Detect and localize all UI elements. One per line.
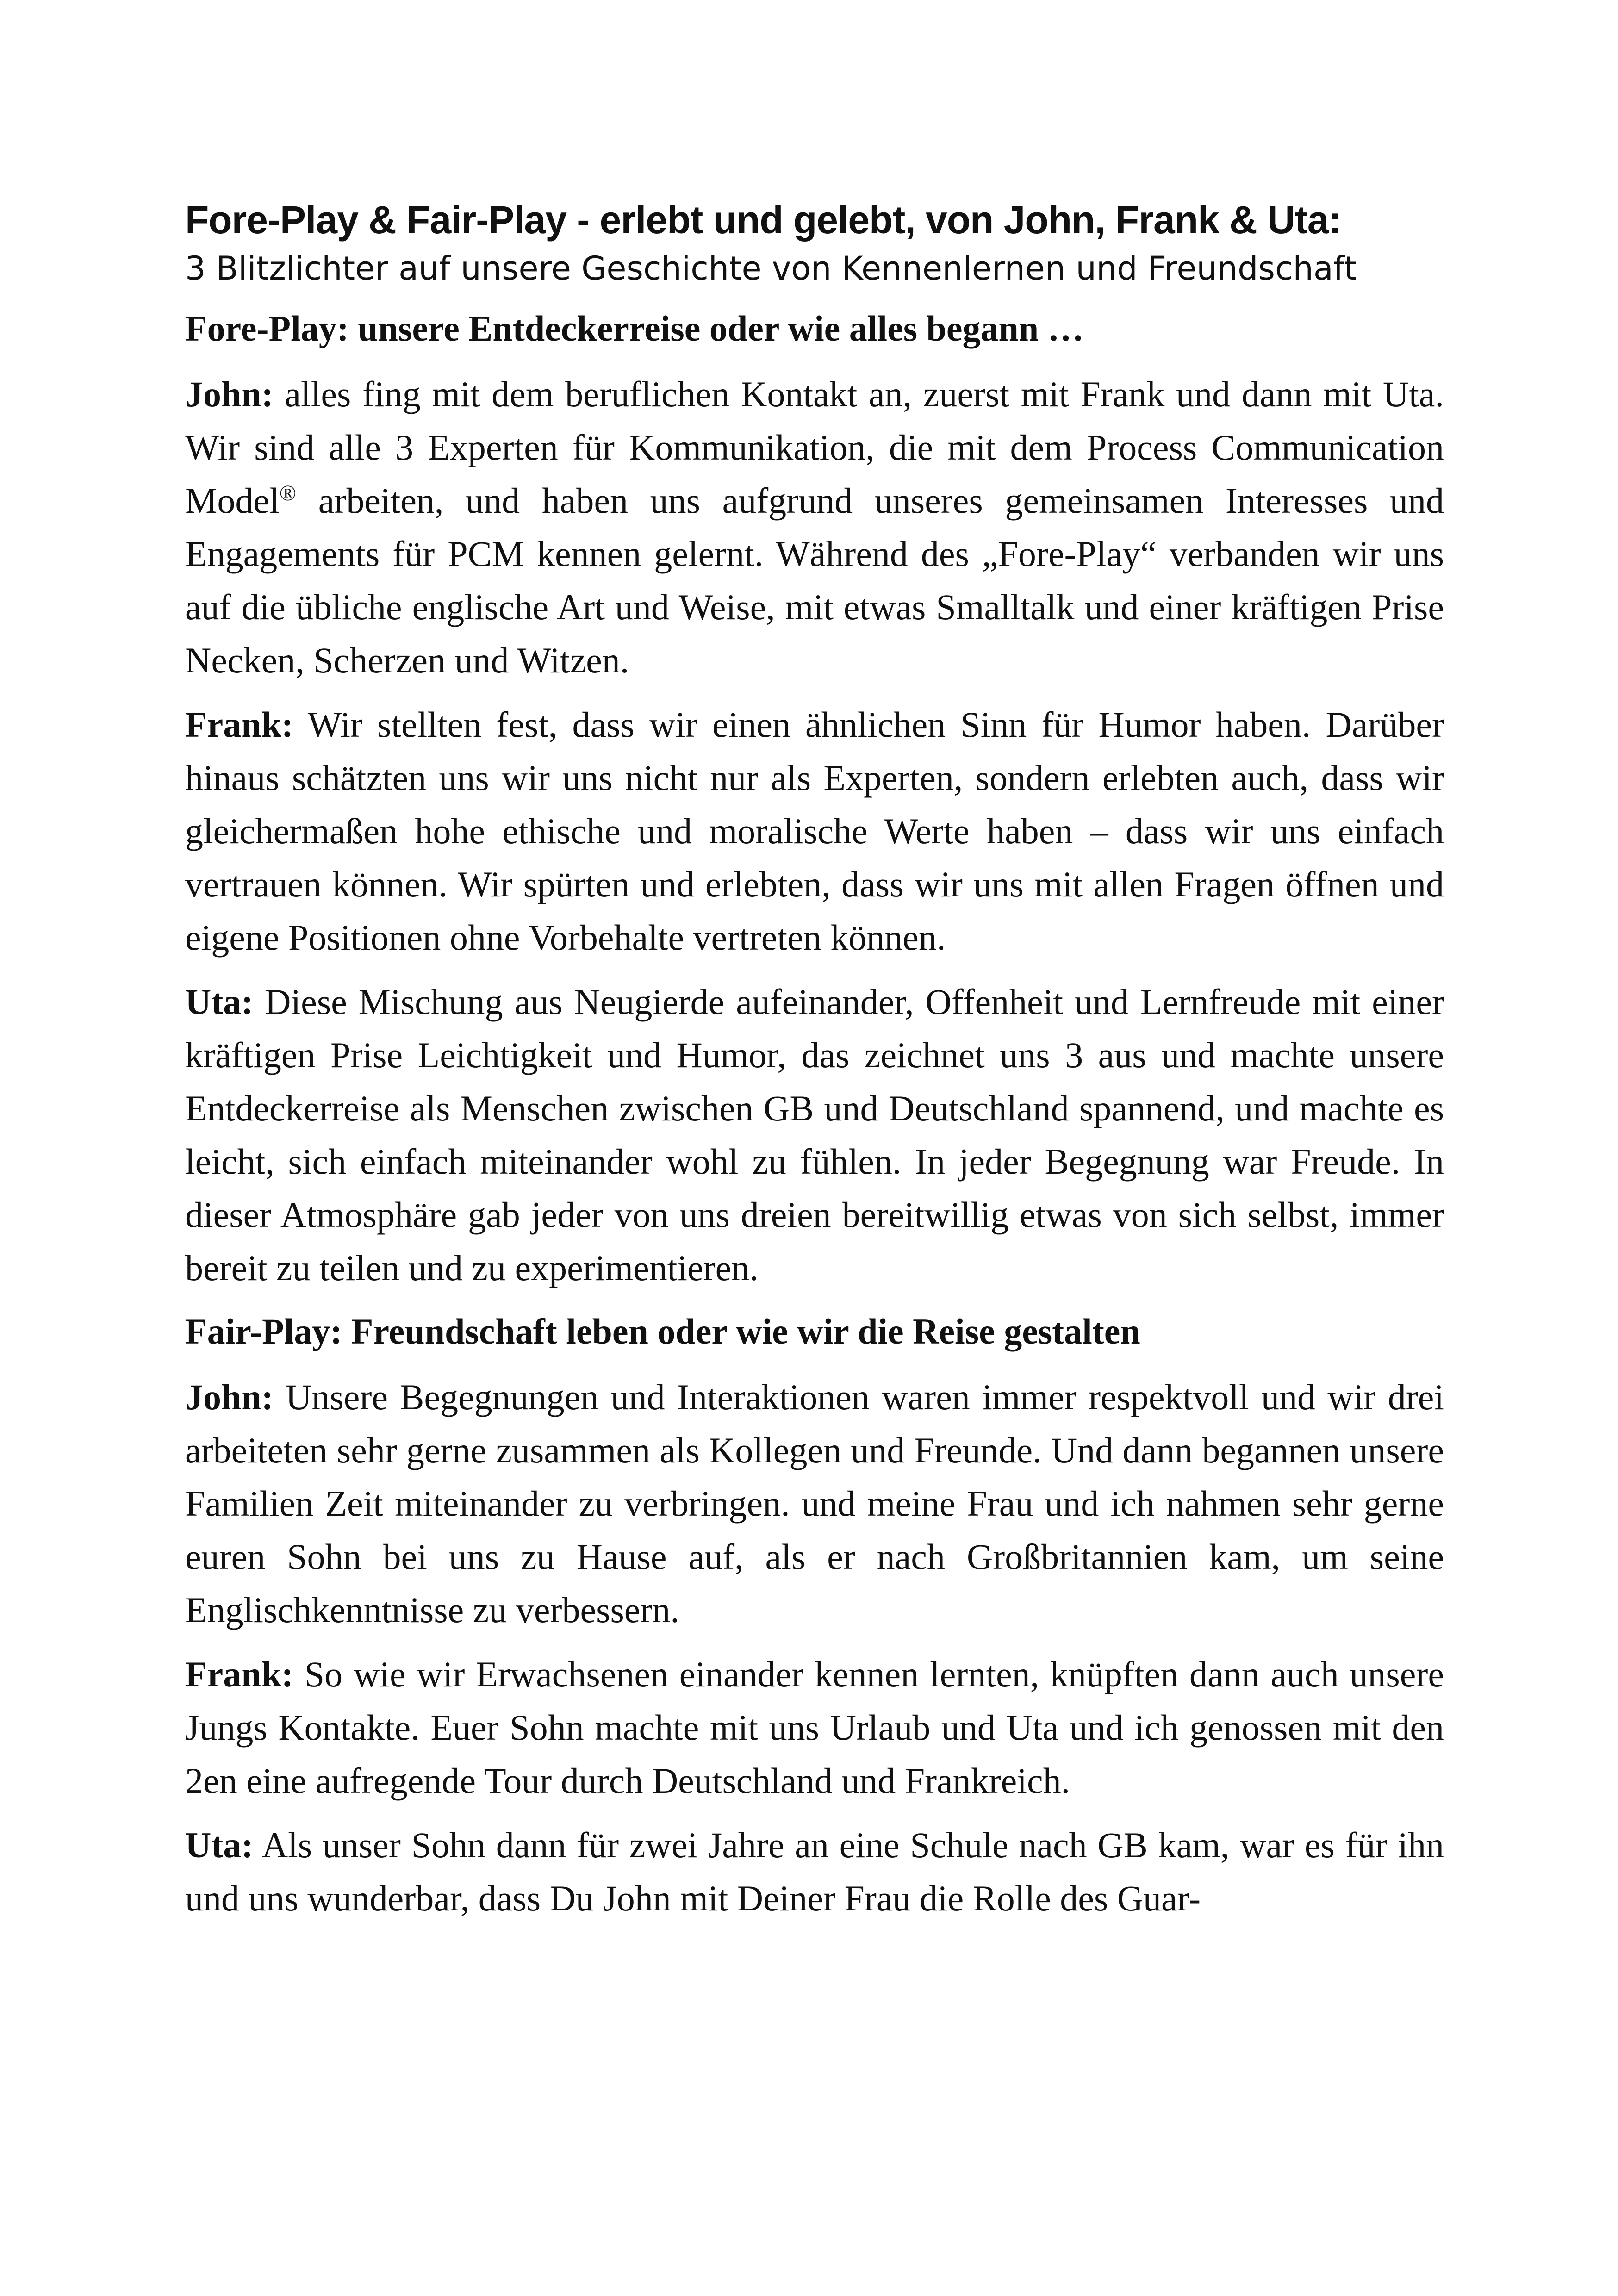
speaker-label: John: xyxy=(185,374,274,414)
paragraph-text: Unsere Begegnungen und Interaktionen waren immer respektvoll und wir drei arbeiteten sehr gerne zusammen als Kollegen und Freunde. Und dann begannen unsere Familien Zeit miteinander zu verbringen. und meine Frau und ich nahmen sehr gerne euren Sohn bei uns zu Hause auf, als er nach Großbritannien kam, um seine Englischkenntnisse zu verbessern. xyxy=(185,1377,1444,1630)
speaker-label: John: xyxy=(185,1377,274,1417)
paragraph-uta-1 xyxy=(185,975,1444,1294)
paragraph-text: arbeiten, und haben uns aufgrund unseres gemeinsamen Interesses und Engagements für PCM kennen gelernt. Während des „Fore-Play“ verbanden wir uns auf die übliche englische Art und Weise, mit etwas Smalltalk und einer kräftigen Prise Necken, Scherzen und Witzen. xyxy=(185,480,1444,680)
document-title: Fore-Play & Fair-Play - erlebt und gelebt, von John, Frank & Uta: xyxy=(185,198,1341,242)
paragraph-john-1 xyxy=(185,367,1444,687)
paragraph-text: Wir stellten fest, dass wir einen ähnlichen Sinn für Humor haben. Darüber hinaus schätzten uns wir uns nicht nur als Experten, sondern erlebten auch, dass wir gleichermaßen hohe ethische und moralische Werte haben – dass wir uns einfach vertrauen können. Wir spürten und erlebten, dass wir uns mit allen Fragen öffnen und eigene Positionen ohne Vorbehalte vertreten können. xyxy=(185,704,1444,958)
paragraph-text: alles fing mit dem beruflichen Kontakt an, zuerst mit Frank und dann mit Uta. Wir sind alle 3 Experten für Kommunikation, die mit dem Process Communication Model xyxy=(185,374,1444,521)
speaker-label: Frank: xyxy=(185,704,293,745)
section-heading-fore-play: Fore-Play: unsere Entdeckerreise oder wie alles begann … xyxy=(185,308,1084,348)
paragraph-uta-2 xyxy=(185,1818,1444,1925)
document-subtitle: 3 Blitzlichter auf unsere Geschichte von Kennenlernen und Freundschaft xyxy=(185,249,1357,287)
speaker-label: Uta: xyxy=(185,982,254,1022)
paragraph-text: Als unser Sohn dann für zwei Jahre an eine Schule nach GB kam, war es für ihn und uns wunderbar, dass Du John mit Deiner Frau die Rolle des Guar- xyxy=(185,1825,1444,1918)
paragraph-frank-1 xyxy=(185,698,1444,964)
paragraph-text: Diese Mischung aus Neugierde aufeinander, Offenheit und Lernfreude mit einer kräftigen Prise Leichtigkeit und Humor, das zeichnet uns 3 aus und machte unsere Entdeckerreise als Menschen zwischen GB und Deutschland spannend, und machte es leicht, sich einfach miteinander wohl zu fühlen. In jeder Begegnung war Freude. In dieser Atmosphäre gab jeder von uns dreien bereitwillig etwas von sich selbst, immer bereit zu teilen und zu experimentieren. xyxy=(185,982,1444,1288)
speaker-label: Uta: xyxy=(185,1825,254,1865)
document-page xyxy=(185,194,1444,1936)
paragraph-text: So wie wir Erwachsenen einander kennen lernten, knüpften dann auch unsere Jungs Kontakte. Euer Sohn machte mit uns Urlaub und Uta und ich genossen mit den 2en eine aufregende Tour durch Deutschland und Frankreich. xyxy=(185,1654,1444,1801)
registered-mark: ® xyxy=(279,481,297,505)
speaker-label: Frank: xyxy=(185,1654,293,1694)
section-heading-fair-play: Fair-Play: Freundschaft leben oder wie wir die Reise gestalten xyxy=(185,1311,1140,1351)
paragraph-john-2 xyxy=(185,1370,1444,1636)
paragraph-frank-2 xyxy=(185,1648,1444,1807)
